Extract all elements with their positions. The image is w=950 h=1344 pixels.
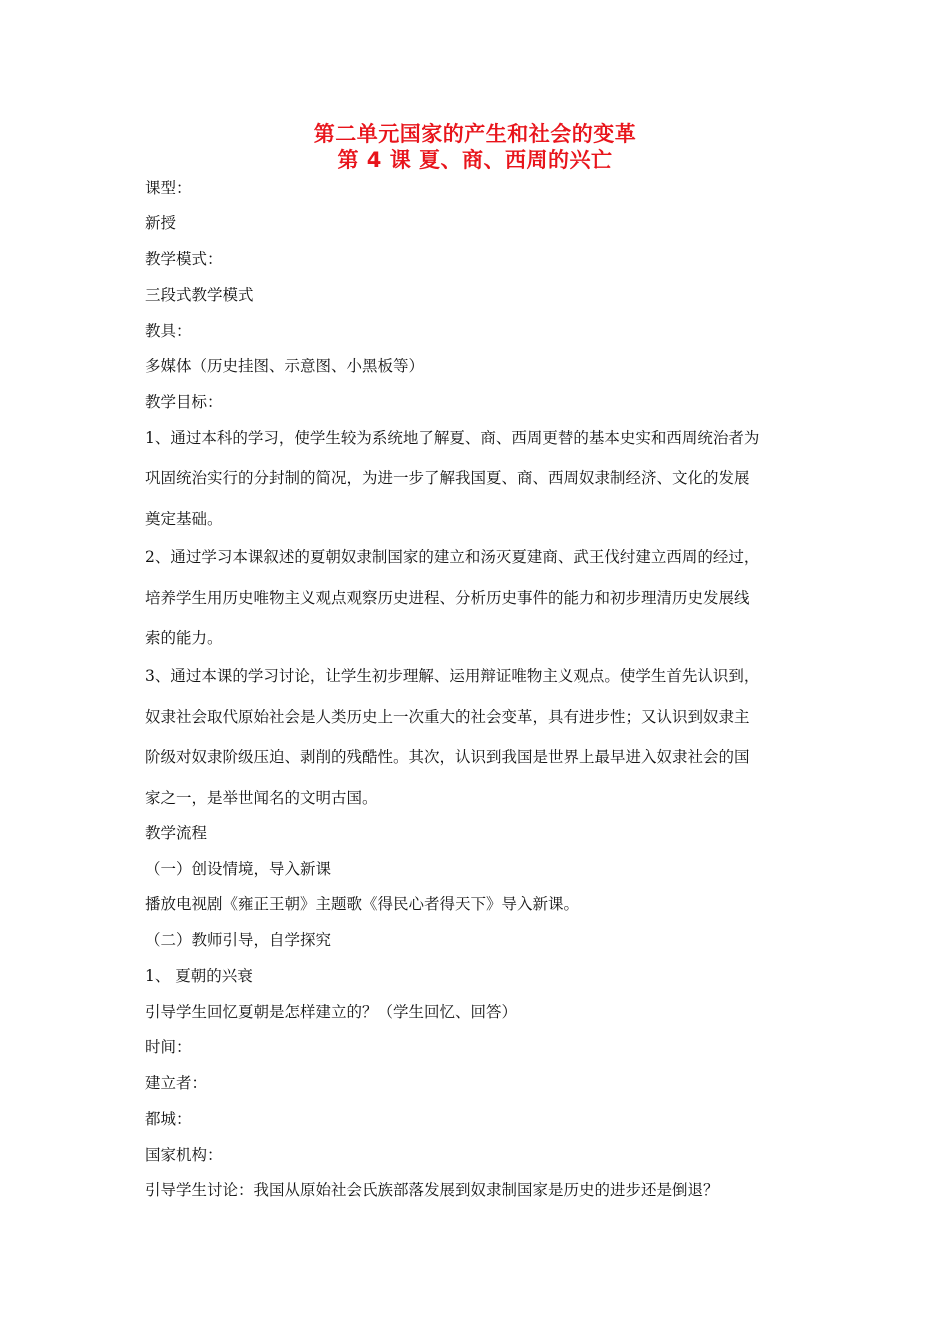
text-line: 三段式教学模式 <box>145 286 254 304</box>
text-line: 教学目标： <box>145 393 223 411</box>
unit-title: 第二单元国家的产生和社会的变革 <box>313 122 637 146</box>
text-line: 国家机构： <box>145 1146 223 1164</box>
text-line: 新授 <box>145 214 177 232</box>
text-line: 引导学生回忆夏朝是怎样建立的？（学生回忆、回答） <box>145 1003 518 1021</box>
text-line: 巩固统治实行的分封制的简况，为进一步了解我国夏、商、西周奴隶制经济、文化的发展 <box>145 469 750 487</box>
text-line: 1、通过本科的学习，使学生较为系统地了解夏、商、西周更替的基本史实和西周统治者为 <box>145 429 760 447</box>
text-line: 播放电视剧《雍正王朝》主题歌《得民心者得天下》导入新课。 <box>145 895 580 913</box>
text-line: 时间： <box>145 1038 192 1056</box>
text-line: 2、通过学习本课叙述的夏朝奴隶制国家的建立和汤灭夏建商、武王伐纣建立西周的经过， <box>145 548 760 566</box>
text-line: 阶级对奴隶阶级压迫、剥削的残酷性。其次，认识到我国是世界上最早进入奴隶社会的国 <box>145 748 750 766</box>
text-line: 教学流程 <box>145 824 208 842</box>
text-line: （二）教师引导，自学探究 <box>145 931 332 949</box>
text-line: 索的能力。 <box>145 629 223 647</box>
text-line: 家之一，是举世闻名的文明古国。 <box>145 789 378 807</box>
text-line: 教具： <box>145 322 192 340</box>
text-line: 课型： <box>145 179 192 197</box>
text-line: 教学模式： <box>145 250 223 268</box>
text-line: 1、 夏朝的兴衰 <box>145 967 253 985</box>
text-line: 培养学生用历史唯物主义观点观察历史进程、分析历史事件的能力和初步理清历史发展线 <box>145 589 750 607</box>
text-line: 都城： <box>145 1110 192 1128</box>
text-line: 多媒体（历史挂图、示意图、小黑板等） <box>145 357 425 375</box>
text-line: 奠定基础。 <box>145 510 223 528</box>
lesson-title: 第 4 课 夏、商、西周的兴亡 <box>337 148 613 172</box>
text-line: 3、通过本课的学习讨论，让学生初步理解、运用辩证唯物主义观点。使学生首先认识到， <box>145 667 760 685</box>
text-line: 建立者： <box>145 1074 208 1092</box>
text-line: 引导学生讨论：我国从原始社会氏族部落发展到奴隶制国家是历史的进步还是倒退？ <box>145 1181 719 1199</box>
text-line: 奴隶社会取代原始社会是人类历史上一次重大的社会变革，具有进步性；又认识到奴隶主 <box>145 708 750 726</box>
text-line: （一）创设情境，导入新课 <box>145 860 332 878</box>
